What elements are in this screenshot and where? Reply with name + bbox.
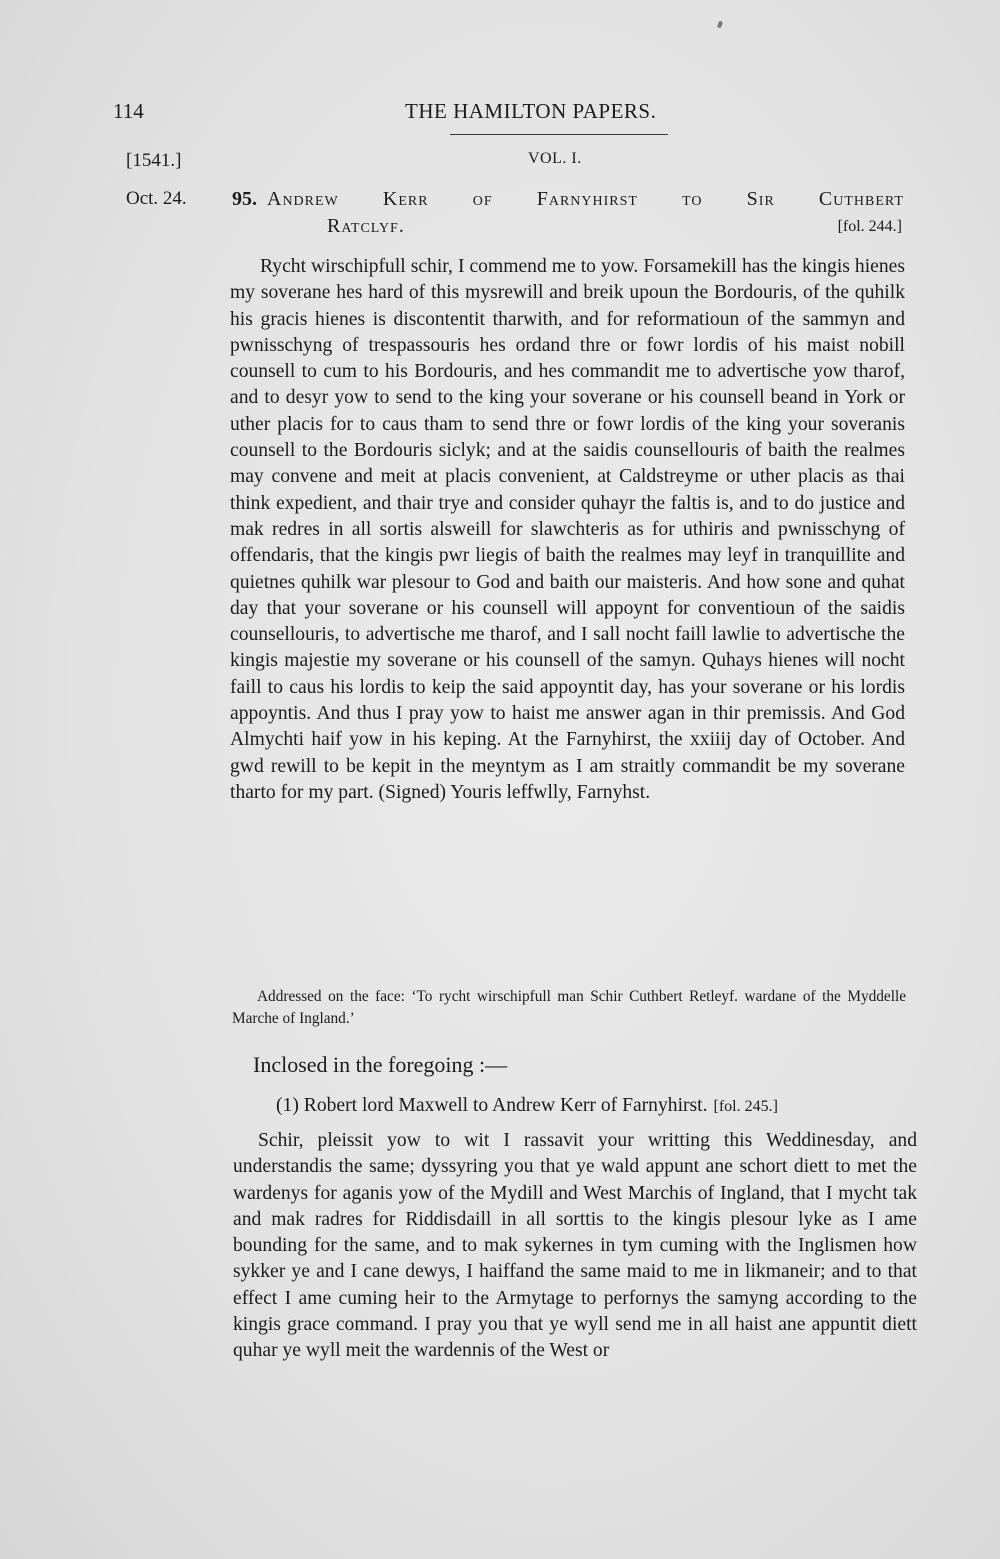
enclosure-folio: [fol. 245.] (713, 1098, 778, 1115)
entry-heading-line1 (232, 186, 904, 213)
margin-date: Oct. 24. (126, 188, 187, 209)
enclosure-title: (1) Robert lord Maxwell to Andrew Kerr of Farnyhirst. (276, 1095, 708, 1116)
ink-speck (717, 21, 723, 29)
heading-word-1: Andrew (267, 188, 339, 210)
heading-word-4: Farnyhirst (536, 188, 638, 210)
entry-number: 95. (232, 188, 257, 210)
book-title: THE HAMILTON PAPERS. (405, 99, 657, 123)
heading-word-7: Cuthbert (818, 188, 904, 210)
enclosure-body: Schir, pleissit yow to wit I rassavit your writting this Weddinesday, and understandis the same; dyssyring you that ye wald appunt ane schort diett to met the wardenys for aganis yow of the Mydill and West Marchis of Ingland, that I mycht tak and mak radres for Riddisdaill in all sorttis to the kingis plesour lyke as I ame bounding for the same, and to mak sykernes in tym cuming with the Inglismen how sykker ye and I cane dewys, I haiffand the same maid to me in likmaneir; and to that effect I ame cuming heir to the Armytage to perfornys the samyng according to the kingis grace command. I pray you that ye wyll send me in all haist ane appuntit diett quhar ye wyll meit the wardennis of the West or (233, 1130, 917, 1362)
entry-heading (232, 186, 904, 240)
heading-word-5: to (682, 188, 703, 210)
entry-heading-lead (232, 186, 339, 213)
heading-word-2: Kerr (382, 188, 429, 210)
letter-body: Rycht wirschipfull schir, I commend me to yow. Forsamekill has the kingis hienes my soverane hes hard of this mysrewill and breik upoun the Bordouris, of the quhilk his gracis hienes is discontentit tharwith, and for reformatioun of the sammyn and pwnisschyng of trespassouris hes ordand thre or fowr lordis of his maist nobill counsell to cum to his Bordouris, and hes commandit me to advertische yow tharof, and to desyr yow to send to the king your soverane or his counsell beand in York or uther placis for to caus tham to send thre or fowr lordis of the king your soveranis counsell to the Bordouris siclyk; and at the saidis counsellouris of baith the realmes may convene and meit at placis convenient, at Caldstreyme or uther placis as thai think expedient, and thair trye and consider quhayr the faltis is, and to do justice and mak redres in all sortis alsweill for slawchteris as for uthiris and pwnisschyng of offendaris, that the kingis pwr liegis of baith the realmes may leyf in tranquillite and quietnes quhilk war plesour to God and baith our maisteris. And how sone and quhat day that your soverane or his counsell will appoynt for conventioun of the saidis counsellouris, to advertische me tharof, and I sall nocht faill lawlie to advertische the kingis majestie my soverane or his counsell of the samyn. Quhays hienes will nocht faill to caus his lordis to keip the said appoyntit day, has your soverane or his lordis appoyntis. And thus I pray yow to haist me answer agan in thir premissis. And God Almychti haif yow in his keping. At the Farnyhirst, the xxiiij day of October. And gwd rewill to be kepit in the meyntym as I am straitly commandit be my soverane tharto for my part. (Signed) Youris leffwlly, Farnyhst. (230, 256, 905, 803)
volume-label: VOL. I. (528, 150, 582, 167)
entry-heading-line2 (232, 213, 904, 240)
margin-year: [1541.] (126, 150, 182, 171)
title-rule (450, 134, 668, 135)
enclosure-subheading (276, 1095, 916, 1117)
heading-word-6: Sir (746, 188, 775, 210)
page-number: 114 (113, 99, 144, 123)
heading-word-ratclyf: Ratclyf. (327, 215, 405, 237)
running-head (0, 99, 1000, 129)
heading-word-3: of (472, 188, 493, 210)
enclosure-label: Inclosed in the foregoing :— (253, 1052, 508, 1077)
address-note: Addressed on the face: ‘To rycht wirschipfull man Schir Cuthbert Retleyf. wardane of the Myddelle Marche of Ingland.’ (232, 988, 906, 1027)
entry-folio: [fol. 244.] (837, 218, 902, 235)
